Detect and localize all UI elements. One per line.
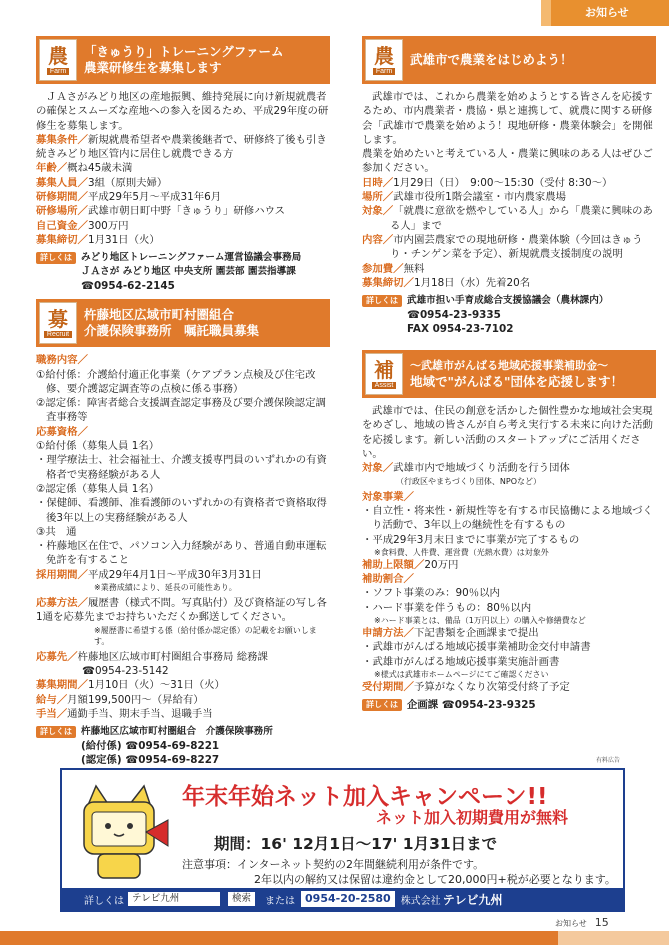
row-cond: 募集条件／新規就農希望者や農業後継者で、研修終了後も引き続きみどり地区管内に居住し就農できる方 bbox=[36, 133, 327, 161]
training-farm-body bbox=[36, 90, 330, 293]
ad-footer: 詳しくは テレビ九州 検索 または 0954-20-2580 株式会社 テレビ九州 bbox=[62, 888, 623, 910]
section-header-start-farming bbox=[362, 36, 656, 84]
recruit-icon: 募 Recruit bbox=[39, 302, 77, 344]
cat-mascot-icon bbox=[68, 780, 172, 884]
row-fund: 自己資金／300万円 bbox=[36, 219, 129, 232]
details-badge: 詳しくは bbox=[36, 726, 76, 738]
section-header-assist bbox=[362, 350, 656, 398]
farm-icon: 農 Farm bbox=[39, 39, 77, 81]
bottom-band bbox=[0, 931, 669, 945]
page-number: 15 bbox=[594, 916, 609, 929]
row-num: 募集人員／3組（原則夫婦） bbox=[36, 176, 168, 189]
assist-icon: 補 Assist bbox=[365, 353, 403, 395]
paid-ad-tag: 有料広告 bbox=[596, 757, 621, 764]
phone-number: 0954-20-2580 bbox=[301, 891, 395, 907]
company-logo: テレビ九州 bbox=[442, 892, 503, 907]
row-age: 年齢／概ね45歳未満 bbox=[36, 162, 133, 175]
section-title: ～武雄市がんばる地域応援事業補助金～ 地域で"がんばる"団体を応援します！ bbox=[410, 359, 624, 390]
search-button: 検索 bbox=[228, 892, 255, 906]
details-badge: 詳しくは bbox=[362, 699, 402, 711]
row-place: 研修場所／武雄市朝日町中野「きゅうり」研修ハウス bbox=[36, 205, 286, 218]
recruit-body: 職務内容／ ①給付係：介護給付適正化事業（ケアプラン点検及び住宅改修、要介護認定調査等の点検に係る事務） ②認定係：障害者総合支援調査認定事務及び要介護保険認定調査事務等 応募資格／ ①給付係（募集人員 1名） ・理学療法士、社会福祉士、介護支援専門員のいずれかの有資格者で実務経験がある人 ②認定係（募集人員 1名） ・保健師、看護師、准看護師のいずれかの有資格者で資格取得後3年以上の実務経験がある人 ③共 通 ・杵藤地区在住で、パソコン入力経験があり、普通自動車運転免許を有すること 採用期間／平成29年4月1日～平成30年3月31日 ※業務成績により、延長の可能性あり。 応募方法／履歴書（様式不問。写真貼付）及び資格証の写し各1通を応募先までお持ちいただくか郵送してください。 ※履歴書に希望する係（給付係か認定係）の記載をお願いします。 応募先／杵藤地区広域市町村圏組合事務局 総務課 ☎0954-23-5142 募集期間／1月10日（火）～31日（火） 給与／月額199,500円～（昇給有） 手当／通勤手当、期末手当、退職手当 詳しくは 杵藤地区広域市町村圏組合 介護保険事務所 (給付係) ☎0954-69-8221 (認定係) ☎0954-69-8227 bbox=[36, 353, 330, 767]
farm-icon: 農 Farm bbox=[365, 39, 403, 81]
row-deadline: 募集締切／1月31日（火） bbox=[36, 233, 160, 246]
details-badge: 詳しくは bbox=[36, 252, 76, 264]
ad-subheadline: ネット加入初期費用が無料 bbox=[376, 808, 569, 827]
page-footer: お知らせ 15 bbox=[555, 916, 609, 929]
left-column bbox=[36, 36, 330, 767]
top-bar bbox=[0, 0, 669, 26]
section-title: 「きゅうり」トレーニングファーム 農業研修生を募集します bbox=[84, 44, 284, 75]
ad-note: 注意事項：インターネット契約の2年間継続利用が条件です。 bbox=[182, 858, 485, 871]
section-tab: お知らせ bbox=[551, 0, 669, 26]
section-title: 武雄市で農業をはじめよう！ bbox=[410, 52, 573, 67]
advertisement bbox=[60, 768, 625, 912]
contact-block: 詳しくは みどり地区トレーニングファーム運営協議会事務局 ＪＡさが みどり地区 中央支所 園芸部 園芸指導課 ☎0954-62-2145 bbox=[36, 251, 330, 293]
section-header-training-farm bbox=[36, 36, 330, 84]
contact-block: 詳しくは 企画課 ☎0954-23-9325 bbox=[362, 698, 656, 712]
assist-body: 武雄市では、住民の創意を活かした個性豊かな地域社会実現をめざし、地域の皆さんが自ら考え実行する未来に向けた活動を応援します。新しい活動のスタートアップにご活用ください。 対象／武雄市内で地域づくり活動を行う団体 （行政区やまちづくり団体、NPOなど） 対象事業／ ・自立性・将来性・新規性等を有する市民協働による地域づくり活動で、3年以上の継続性を有するもの ・平成29年3月末日までに事業が完了するもの ※食料費、人件費、運営費（光熱水費）は対象外 補助上限額／20万円 補助割合／ ・ソフト事業のみ：90％以内 ・ハード事業を伴うもの：80％以内 ※ハード事業とは、備品（1万円以上）の購入や修繕費など 申請方法／下記書類を企画課まで提出 ・武雄市がんばる地域応援事業補助金交付申請書 ・武雄市がんばる地域応援事業実施計画書 ※様式は武雄市ホームページにてご確認ください 受付期間／予算がなくなり次第受付終了予定 詳しくは 企画課 ☎0954-23-9325 bbox=[362, 404, 656, 712]
row-period: 研修期間／平成29年5月～平成31年6月 bbox=[36, 191, 222, 204]
ad-headline: 年末年始ネット加入キャンペーン!! bbox=[182, 784, 548, 810]
ad-period: 期間：16' 12月1日～17' 1月31日まで bbox=[214, 835, 498, 853]
contact-block: 詳しくは 杵藤地区広域市町村圏組合 介護保険事務所 (給付係) ☎0954-69-8221 (認定係) ☎0954-69-8227 bbox=[36, 725, 330, 767]
search-box: テレビ九州 bbox=[128, 892, 220, 906]
ad-note: 2年以内の解約又は保留は違約金として20,000円+税が必要となります。 bbox=[254, 873, 616, 886]
details-badge: 詳しくは bbox=[362, 295, 402, 307]
start-farming-body: 武雄市では、これから農業を始めようとする皆さんを応援するため、市内農業者・農協・県と連携して、就農に関する研修会「武雄市で農業を始めよう！現地研修・農業体験会」を開催します。 農業を始めたいと考えている人・農業に興味のある人はぜひご参加ください。 日時／1月29日（日） 9:00～15:30（受付 8:30～） 場所／武雄市役所1階会議室・市内農家農場 対象／「就農に意欲を燃やしている人」から「農業に興味のある人」まで 内容／市内園芸農家での現地研修・農業体験（今回はきゅうり・チンゲン菜を予定）、新規就農支援制度の説明 参加費／無料 募集締切／1月18日（水）先着20名 詳しくは 武雄市担い手育成総合支援協議会（農林課内） ☎0954-23-9335 FAX 0954-23-7102 bbox=[362, 90, 656, 336]
contact-block: 詳しくは 武雄市担い手育成総合支援協議会（農林課内） ☎0954-23-9335 FAX 0954-23-7102 bbox=[362, 294, 656, 336]
top-bar-stripe bbox=[541, 0, 551, 26]
intro: ＪＡさがみどり地区の産地振興、維持発展に向け新規就農者の確保とスムーズな産地への参入を図るため、平成29年度の研修生を募集します。 bbox=[36, 91, 329, 132]
section-header-recruit bbox=[36, 299, 330, 347]
section-title: 杵藤地区広域市町村圏組合 介護保険事務所 嘱託職員募集 bbox=[84, 307, 260, 339]
right-column bbox=[362, 36, 656, 712]
